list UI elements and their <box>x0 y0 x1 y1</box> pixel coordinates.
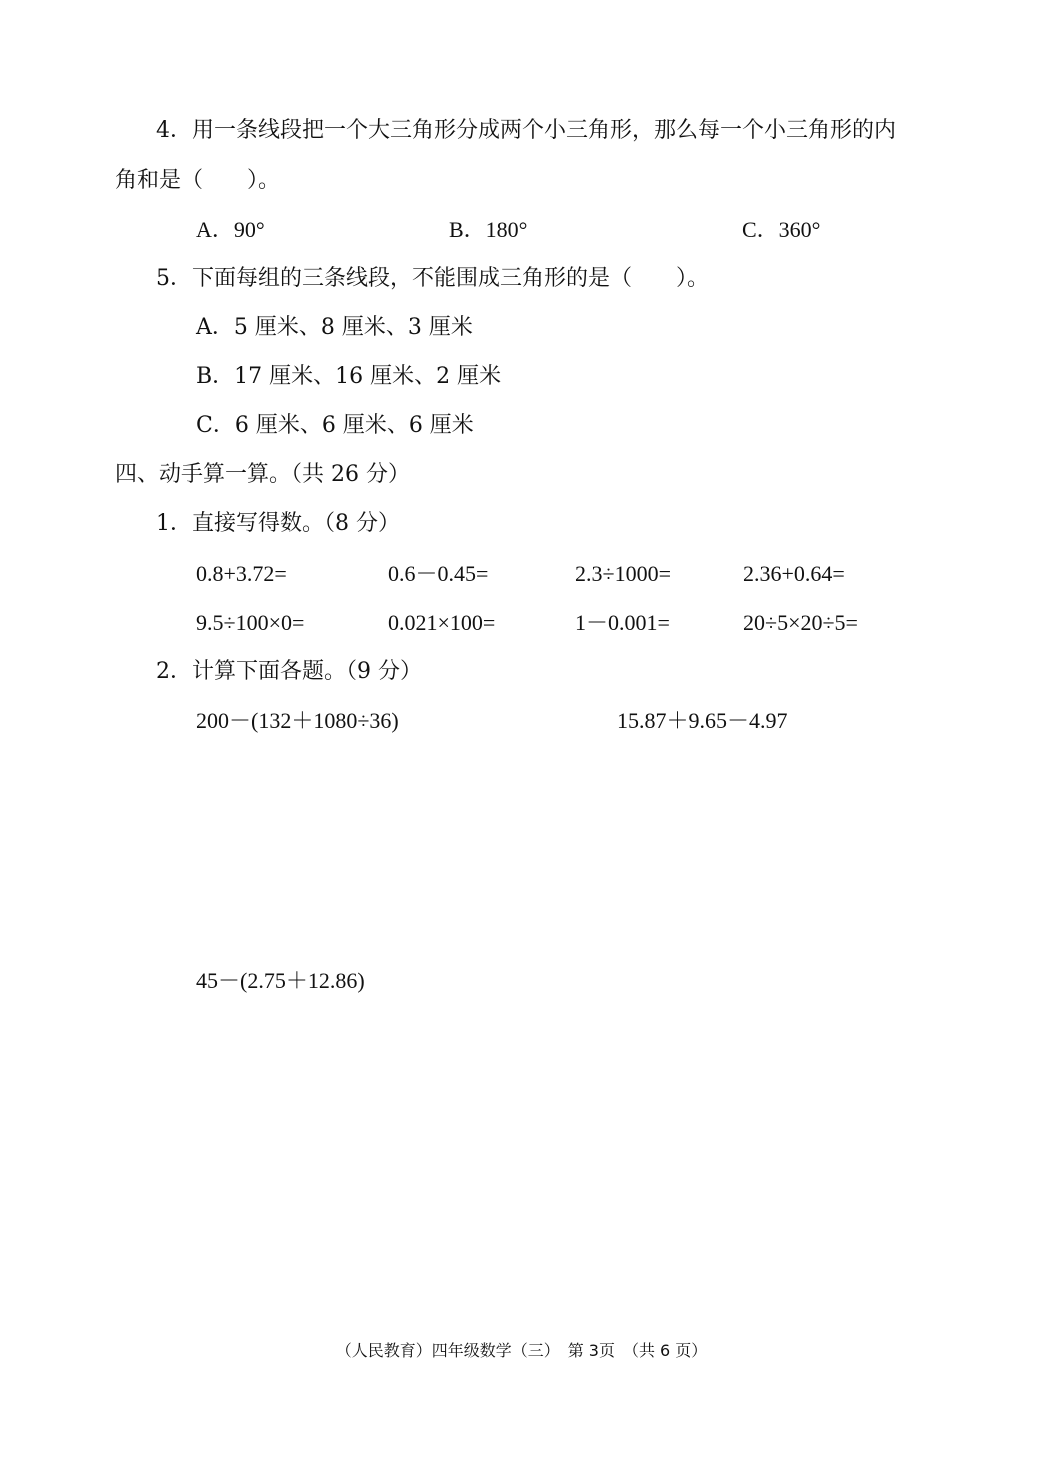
q4-stem-line2: 角和是（ ）。 <box>115 168 281 193</box>
q4-stem-line1: 4．用一条线段把一个大三角形分成两个小三角形，那么每一个小三角形的内 <box>156 118 896 143</box>
q5-option-b: B．17 厘米、16 厘米、2 厘米 <box>196 364 502 389</box>
calc-1-4: 2.36+0.64= <box>743 561 845 586</box>
problem-2: 15.87＋9.65－4.97 <box>617 708 788 733</box>
part-2-title: 2．计算下面各题。（9 分） <box>156 659 422 684</box>
calc-2-1: 9.5÷100×0= <box>196 610 305 635</box>
calc-1-3: 2.3÷1000= <box>575 561 671 586</box>
calc-2-2: 0.021×100= <box>388 610 496 635</box>
q4-option-b: B．180° <box>449 217 528 242</box>
calc-1-1: 0.8+3.72= <box>196 561 287 586</box>
q5-option-c: C．6 厘米、6 厘米、6 厘米 <box>196 413 474 438</box>
q4-option-c: C．360° <box>742 217 821 242</box>
problem-1: 200－(132＋1080÷36) <box>196 708 399 733</box>
problem-3: 45－(2.75＋12.86) <box>196 968 365 993</box>
calc-2-4: 20÷5×20÷5= <box>743 610 858 635</box>
calc-2-3: 1－0.001= <box>575 610 670 635</box>
part-1-title: 1．直接写得数。（8 分） <box>156 511 400 536</box>
page-footer: （人民教育）四年级数学（三） 第 3页 （共 6 页） <box>335 1341 708 1360</box>
q5-option-a: A．5 厘米、8 厘米、3 厘米 <box>196 315 473 340</box>
q5-stem: 5．下面每组的三条线段，不能围成三角形的是（ ）。 <box>156 266 709 291</box>
section-4-title: 四、动手算一算。（共 26 分） <box>115 462 410 487</box>
calc-1-2: 0.6－0.45= <box>388 561 489 586</box>
q4-option-a: A．90° <box>196 217 265 242</box>
